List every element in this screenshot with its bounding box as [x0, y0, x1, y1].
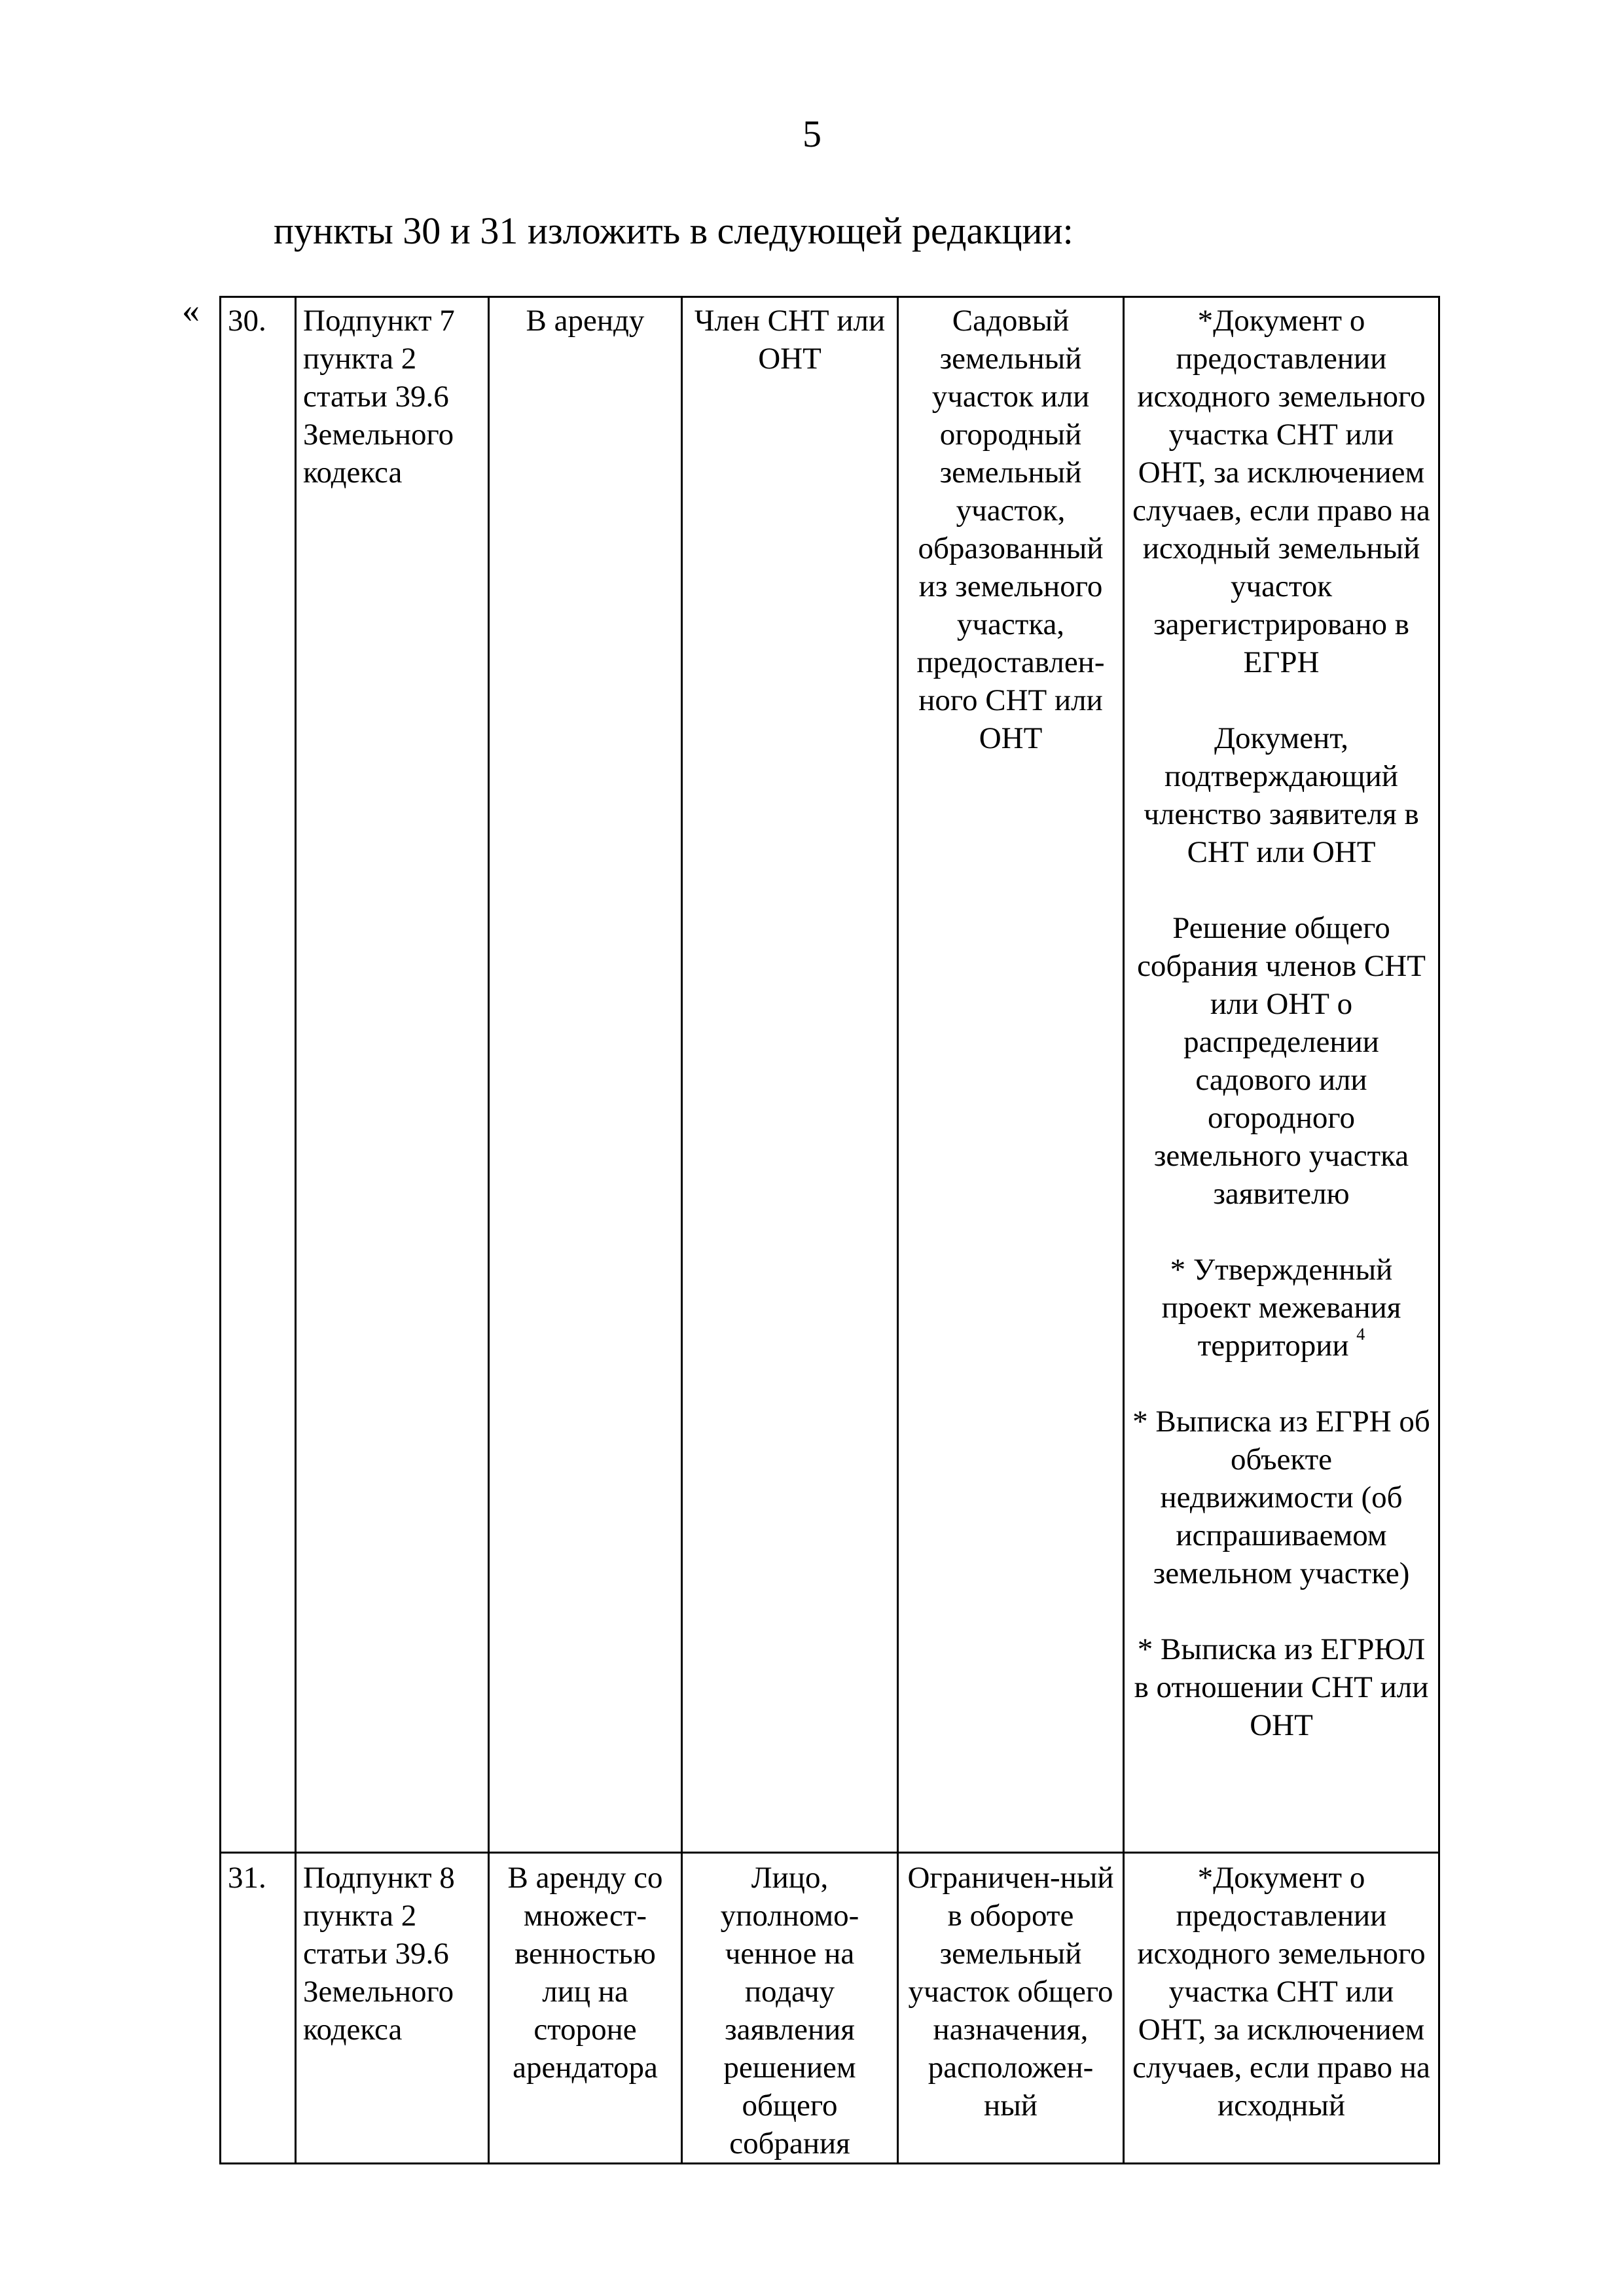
- applicant-cell: Лицо, уполномо-ченное на подачу заявления решением общего собрания: [682, 1853, 898, 2164]
- document-item: *Документ о предоставлении исходного земельного участка СНТ или ОНТ, за исключением случаев, если право на исходный: [1132, 1861, 1430, 2123]
- land-plot-cell: Ограничен-ный в обороте земельный участок общего назначения, расположен-ный: [898, 1853, 1124, 2164]
- page-number: 5: [803, 113, 821, 155]
- table-row: [221, 297, 1439, 1853]
- intro-text: пункты 30 и 31 изложить в следующей редакции:: [274, 209, 1074, 252]
- documents-cell: [1124, 297, 1439, 1853]
- document-item: *Документ о предоставлении исходного земельного участка СНТ или ОНТ, за исключением случаев, если право на исходный земельный участок зарегистрировано в ЕГРН: [1132, 304, 1430, 679]
- land-plot-cell: Садовый земельный участок или огородный земельный участок, образованный из земельного участка, предоставлен-ного СНТ или ОНТ: [898, 297, 1124, 1853]
- opening-quote-mark: «: [182, 291, 200, 330]
- document-item: Решение общего собрания членов СНТ или ОНТ о распределении садового или огородного земельного участка заявителю: [1137, 911, 1426, 1211]
- document-item: * Утвержденный проект межевания территории: [1161, 1253, 1401, 1363]
- legal-basis-cell: Подпункт 7 пункта 2 статьи 39.6 Земельного кодекса: [296, 297, 489, 1853]
- row-number: 30.: [221, 297, 296, 1853]
- row-number: 31.: [221, 1853, 296, 2164]
- documents-cell: [1124, 1853, 1439, 2164]
- provision-kind-cell: В аренду со множест-венностью лиц на стороне арендатора: [489, 1853, 682, 2164]
- provision-kind-cell: В аренду: [489, 297, 682, 1853]
- document-item: * Выписка из ЕГРН об объекте недвижимости (об испрашиваемом земельном участке): [1132, 1405, 1430, 1590]
- legal-basis-cell: Подпункт 8 пункта 2 статьи 39.6 Земельного кодекса: [296, 1853, 489, 2164]
- document-item-with-footnote: [1131, 1251, 1432, 1365]
- document-item: Документ, подтверждающий членство заявителя в СНТ или ОНТ: [1144, 721, 1419, 869]
- document-item: * Выписка из ЕГРЮЛ в отношении СНТ или ОНТ: [1134, 1632, 1429, 1742]
- footnote-mark: 4: [1356, 1325, 1365, 1344]
- table-row: [221, 1853, 1439, 2164]
- document-table: [219, 296, 1440, 2164]
- applicant-cell: Член СНТ или ОНТ: [682, 297, 898, 1853]
